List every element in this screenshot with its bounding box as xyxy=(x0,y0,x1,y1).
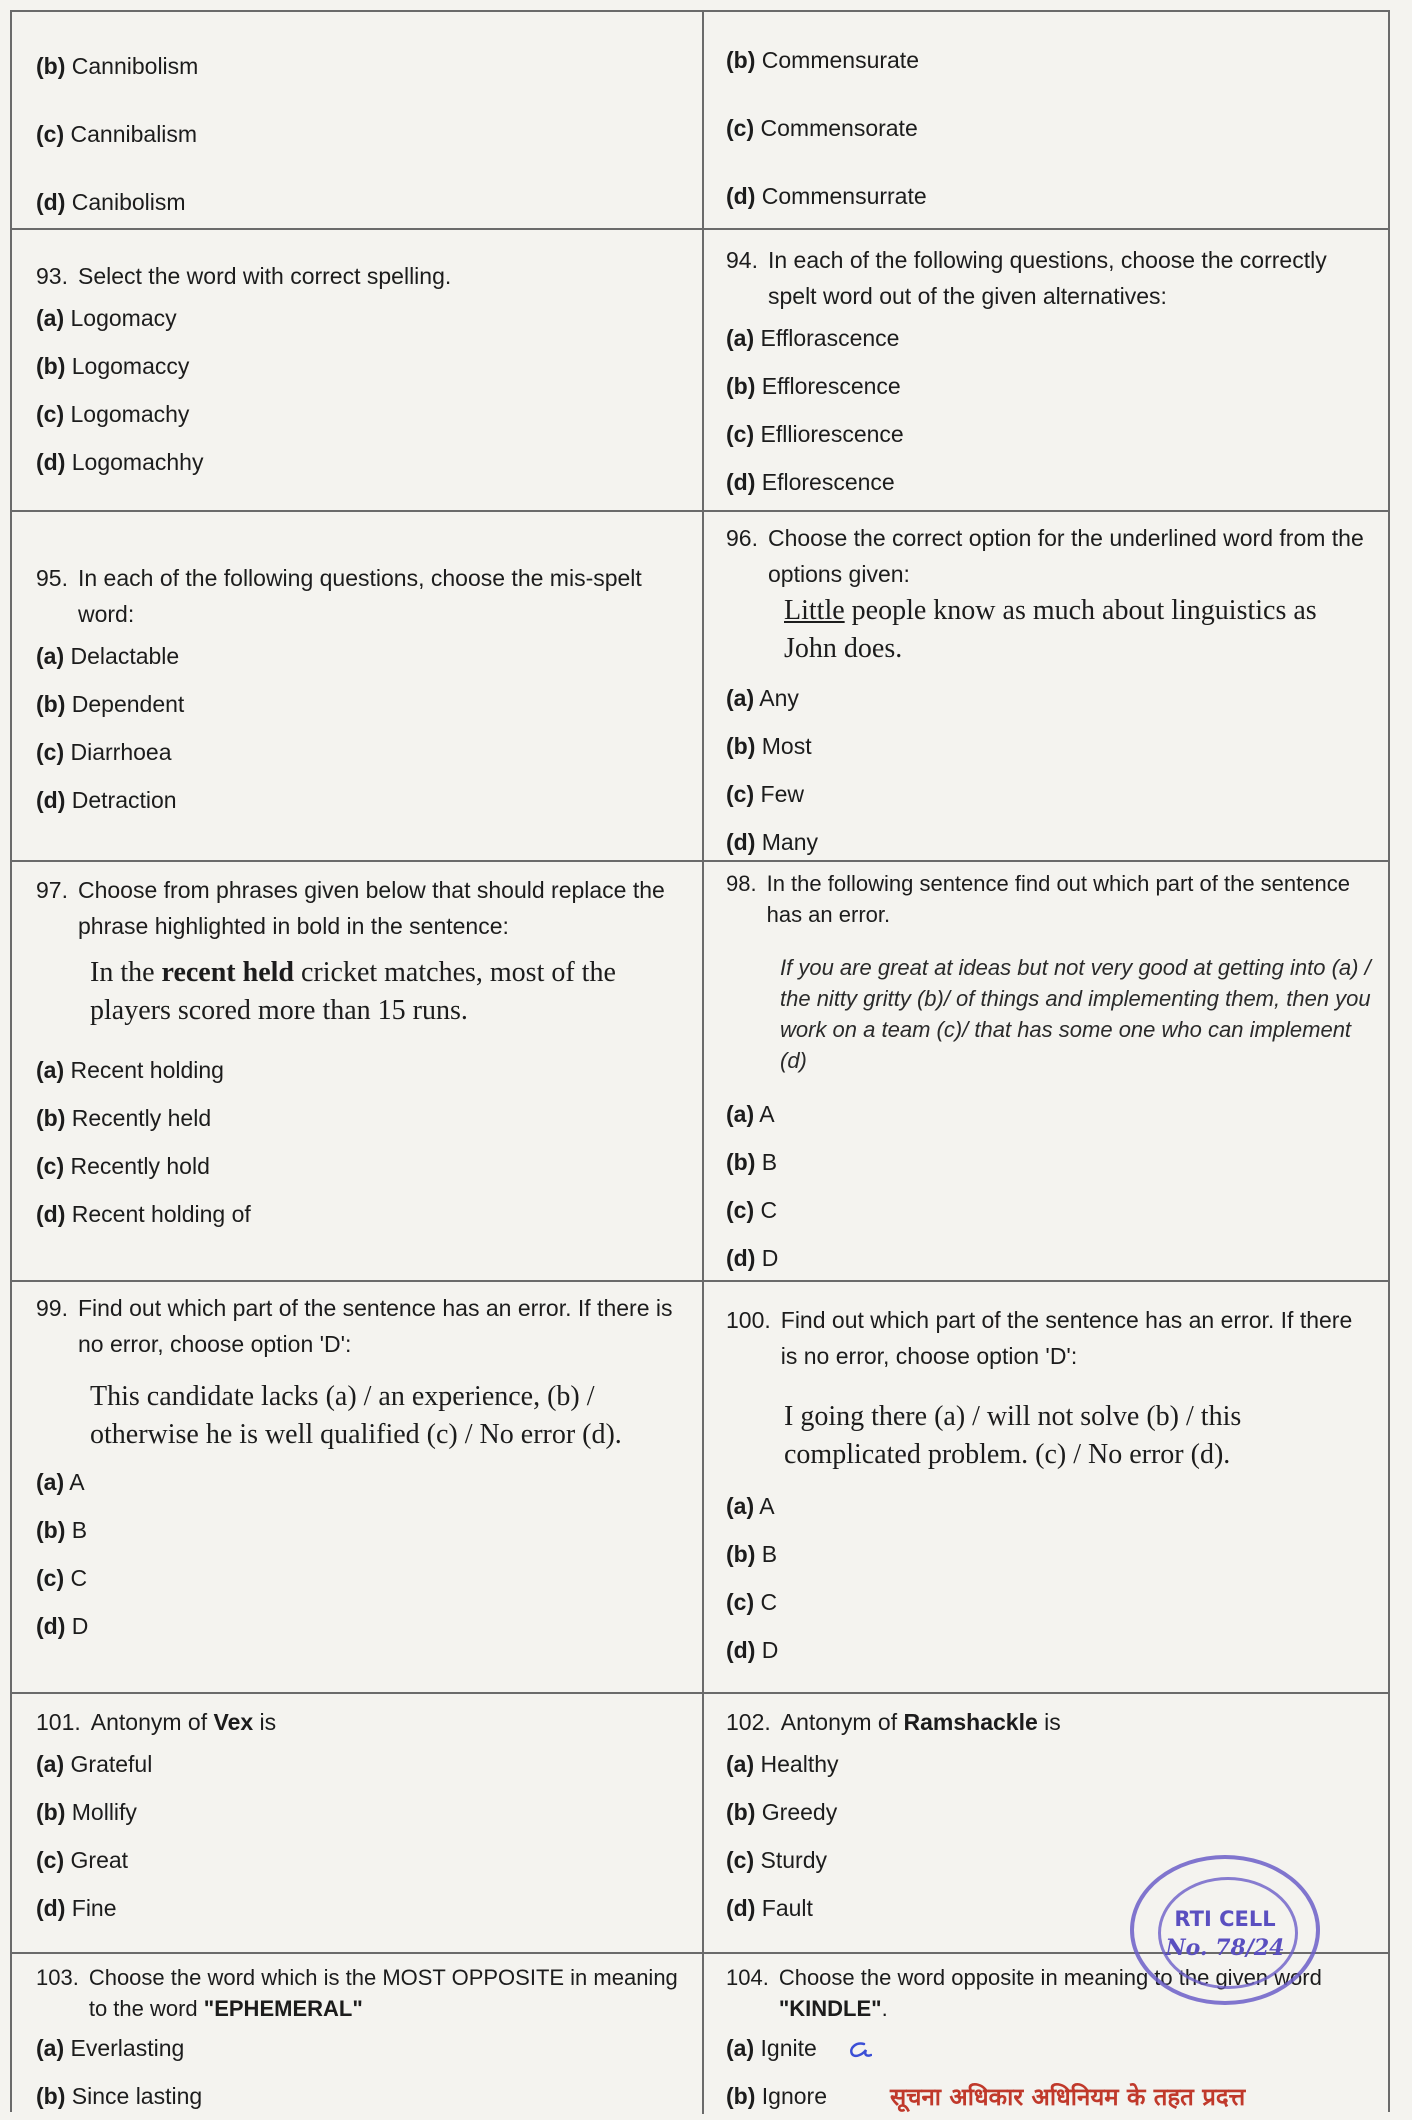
rti-footer-text: सूचना अधिकार अधिनियम के तहत प्रदत्त xyxy=(890,2083,1246,2111)
rti-cell-stamp xyxy=(1130,1855,1320,2005)
question-100 xyxy=(704,1282,1388,1692)
stamp-number-text: No. 78/24 xyxy=(1165,1935,1285,1961)
option-b: (b) Ignore xyxy=(726,2083,827,2109)
option-a: (a) Ignite xyxy=(726,2035,817,2061)
option-c: (c) Cannibalism xyxy=(36,121,198,147)
option-a: (a) Delactable xyxy=(36,643,180,669)
question-99 xyxy=(12,1282,704,1692)
question-text: 96. Choose the correct option for the underlined word from the options given: xyxy=(726,525,1364,587)
option-d: (d) Eflorescence xyxy=(726,469,895,495)
option-c: (c) Sturdy xyxy=(726,1847,827,1873)
keyword: Ramshackle xyxy=(903,1709,1038,1735)
option-a: (a) A xyxy=(36,1469,85,1495)
question-text: 98. In the following sentence find out which part of the sentence has an error. xyxy=(726,871,1350,927)
question-96 xyxy=(704,512,1388,860)
option-c: (c) Diarrhoea xyxy=(36,739,172,765)
table-row xyxy=(12,512,1388,862)
option-d: (d) D xyxy=(36,1613,89,1639)
question-101 xyxy=(12,1694,704,1952)
option-a: (a) Grateful xyxy=(36,1751,153,1777)
question-94 xyxy=(704,230,1388,510)
example-sentence: This candidate lacks (a) / an experience, (b) / otherwise he is well qualified (c) / No error (d). xyxy=(90,1381,622,1450)
option-b: (b) Greedy xyxy=(726,1799,838,1825)
question-text: 97. Choose from phrases given below that should replace the phrase highlighted in bold in the sentence: xyxy=(36,877,665,939)
option-b: (b) Since lasting xyxy=(36,2083,203,2109)
keyword: "KINDLE" xyxy=(778,1996,882,2021)
option-a: (a) Any xyxy=(726,685,799,711)
question-text: 103. Choose the word which is the MOST OPPOSITE in meaning to the word "EPHEMERAL" xyxy=(36,1965,678,2021)
pen-mark-icon xyxy=(846,2040,872,2060)
option-d: (d) Commensurrate xyxy=(726,183,927,209)
option-d: (d) Recent holding of xyxy=(36,1201,251,1227)
question-text: 94. In each of the following questions, choose the correctly spelt word out of the given alternatives: xyxy=(726,247,1327,309)
question-text: 104. Choose the word opposite in meaning to the given word "KINDLE". xyxy=(726,1965,1322,2021)
option-d: (d) Canibolism xyxy=(36,189,186,215)
question-text: 93. Select the word with correct spelling. xyxy=(36,263,452,289)
option-b: (b) B xyxy=(36,1517,88,1543)
question-93 xyxy=(12,230,704,510)
option-a: (a) Everlasting xyxy=(36,2035,185,2061)
bold-phrase: recent held xyxy=(161,957,294,988)
option-b: (b) B xyxy=(726,1149,778,1175)
option-c: (c) Great xyxy=(36,1847,129,1873)
option-b: (b) B xyxy=(726,1541,778,1567)
question-98 xyxy=(704,862,1388,1280)
option-c: (c) Few xyxy=(726,781,804,807)
option-a: (a) A xyxy=(726,1101,775,1127)
cell-q91-continued xyxy=(12,12,704,228)
question-97 xyxy=(12,862,704,1280)
option-b: (b) Efflorescence xyxy=(726,373,901,399)
underlined-word: Little xyxy=(784,595,845,626)
option-d: (d) Fault xyxy=(726,1895,813,1921)
option-b: (b) Dependent xyxy=(36,691,185,717)
option-c: (c) Eflliorescence xyxy=(726,421,904,447)
option-a: (a) Healthy xyxy=(726,1751,839,1777)
question-text: 100. Find out which part of the sentence has an error. If there is no error, choose option 'D': xyxy=(726,1307,1353,1369)
option-a: (a) Efflorascence xyxy=(726,325,900,351)
option-b: (b) Most xyxy=(726,733,812,759)
table-row xyxy=(12,1282,1388,1694)
table-row xyxy=(12,862,1388,1282)
option-a: (a) A xyxy=(726,1493,775,1519)
question-103 xyxy=(12,1954,704,2114)
option-d: (d) D xyxy=(726,1637,779,1663)
option-a: (a) Logomacy xyxy=(36,305,177,331)
option-d: (d) D xyxy=(726,1245,779,1271)
question-95 xyxy=(12,512,704,860)
question-text: 102. Antonym of Ramshackle is xyxy=(726,1709,1061,1735)
option-c: (c) Logomachy xyxy=(36,401,190,427)
option-d: (d) Detraction xyxy=(36,787,177,813)
option-c: (c) C xyxy=(726,1197,778,1223)
example-sentence: Little people know as much about linguistics as John does. xyxy=(784,595,1317,664)
table-row xyxy=(12,12,1388,230)
keyword: "EPHEMERAL" xyxy=(203,1996,363,2021)
option-b: (b) Recently held xyxy=(36,1105,212,1131)
option-a: (a) Recent holding xyxy=(36,1057,224,1083)
table-row xyxy=(12,230,1388,512)
option-c: (c) Recently hold xyxy=(36,1153,210,1179)
example-sentence: I going there (a) / will not solve (b) / this complicated problem. (c) / No error (d). xyxy=(784,1401,1242,1470)
stamp-inner-ring xyxy=(1158,1877,1298,1989)
option-b: (b) Commensurate xyxy=(726,47,919,73)
option-b: (b) Cannibolism xyxy=(36,53,199,79)
option-d: (d) Logomachhy xyxy=(36,449,204,475)
question-table xyxy=(10,10,1390,2112)
question-text: 95. In each of the following questions, choose the mis-spelt word: xyxy=(36,565,642,627)
option-d: (d) Many xyxy=(726,829,819,855)
cell-q92-continued xyxy=(704,12,1388,228)
stamp-cell-text: RTI CELL xyxy=(1174,1907,1276,1931)
option-d: (d) Fine xyxy=(36,1895,117,1921)
option-b: (b) Mollify xyxy=(36,1799,137,1825)
example-sentence: In the recent held cricket matches, most of the players scored more than 15 runs. xyxy=(90,957,616,1026)
keyword: Vex xyxy=(213,1709,254,1735)
example-sentence: If you are great at ideas but not very good at getting into (a) / the nitty gritty (b)/ of things and implementing them, then you work on a team (c)/ that has some one who can implement (d) xyxy=(780,955,1371,1073)
option-c: (c) C xyxy=(36,1565,88,1591)
option-c: (c) Commensorate xyxy=(726,115,918,141)
option-b: (b) Logomaccy xyxy=(36,353,190,379)
question-text: 99. Find out which part of the sentence has an error. If there is no error, choose option 'D': xyxy=(36,1295,673,1357)
question-text: 101. Antonym of Vex is xyxy=(36,1709,277,1735)
option-c: (c) C xyxy=(726,1589,778,1615)
